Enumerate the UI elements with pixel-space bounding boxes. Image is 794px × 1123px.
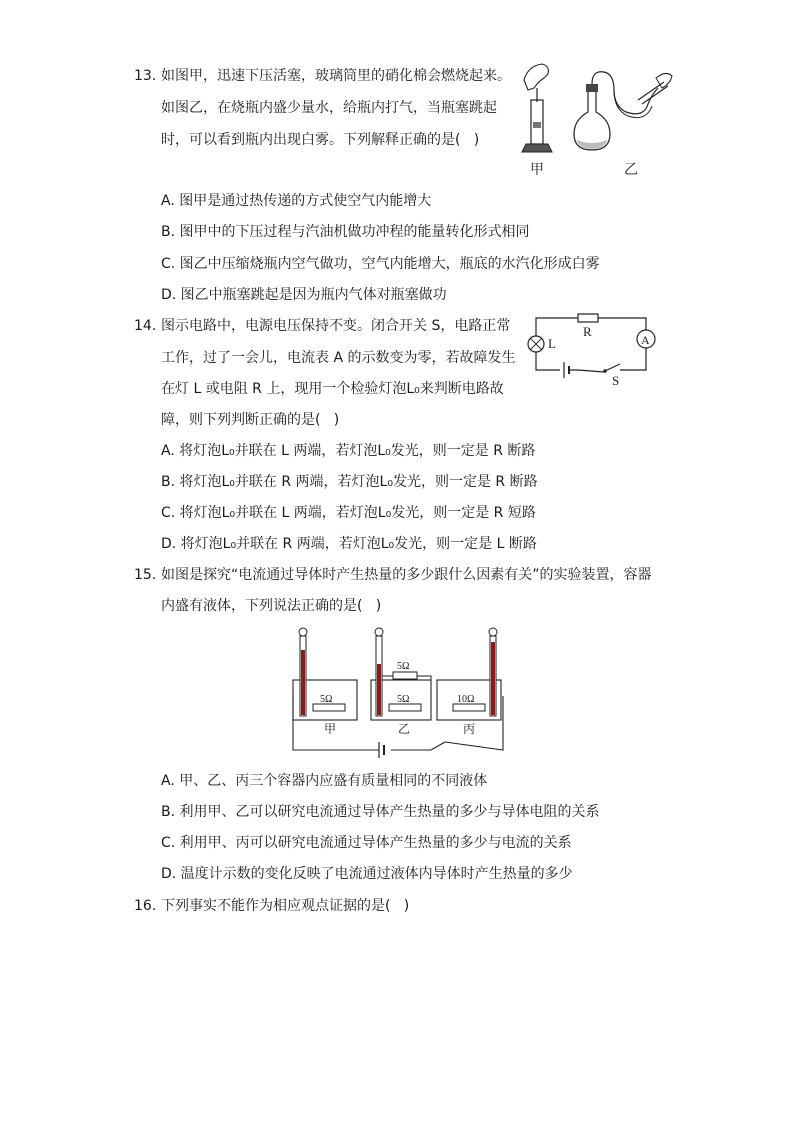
- figure-circuit-diagram: [520, 310, 666, 388]
- switch-icon: [431, 742, 445, 750]
- label-a: A: [641, 333, 650, 347]
- thermometer-icon: [299, 628, 307, 716]
- question-15-stem-line: 内盛有液体，下列说法正确的是( ): [161, 598, 382, 614]
- resistor-label-jia: 5Ω: [320, 694, 333, 705]
- question-13-option-a: A. 图甲是通过热传递的方式使空气内能增大: [161, 193, 432, 209]
- container-label-bing: 丙: [463, 722, 476, 736]
- resistor-label-parallel: 5Ω: [397, 661, 410, 672]
- question-14-stem-line: 障，则下列判断正确的是( ): [161, 412, 340, 428]
- label-l: L: [548, 336, 556, 351]
- question-14-stem-line: 图示电路中，电源电压保持不变。闭合开关 S，电路正常: [161, 318, 511, 334]
- thermometer-icon: [375, 628, 383, 716]
- question-14-option-a: A. 将灯泡L₀并联在 L 两端，若灯泡L₀发光，则一定是 R 断路: [161, 443, 536, 459]
- question-14-option-b: B. 将灯泡L₀并联在 R 两端，若灯泡L₀发光，则一定是 R 断路: [161, 474, 538, 490]
- question-15-option-d: D. 温度计示数的变化反映了电流通过液体内导体时产生热量的多少: [161, 866, 573, 882]
- question-14-option-c: C. 将灯泡L₀并联在 L 两端，若灯泡L₀发光，则一定是 R 短路: [161, 505, 536, 521]
- question-14-option-d: D. 将灯泡L₀并联在 R 两端，若灯泡L₀发光，则一定是 L 断路: [161, 536, 537, 552]
- question-13-option-c: C. 图乙中压缩烧瓶内空气做功，空气内能增大，瓶底的水汽化形成白雾: [161, 256, 600, 272]
- question-16-stem-line: 下列事实不能作为相应观点证据的是( ): [161, 898, 410, 914]
- question-15-option-a: A. 甲、乙、丙三个容器内应盛有质量相同的不同液体: [161, 773, 488, 789]
- question-13-stem-line: 如图乙，在烧瓶内盛少量水，给瓶内打气，当瓶塞跳起: [161, 100, 497, 116]
- switch-icon: [605, 364, 620, 371]
- question-16-number: 16.: [134, 898, 157, 914]
- question-15-stem-line: 如图是探究“电流通过导体时产生热量的多少跟什么因素有关”的实验装置，容器: [161, 567, 652, 583]
- figure-label-jia: 甲: [530, 163, 544, 178]
- question-14-stem-line: 在灯 L 或电阻 R 上，现用一个检验灯泡L₀来判断电路故: [161, 381, 504, 397]
- question-15-option-b: B. 利用甲、乙可以研究电流通过导体产生热量的多少与导体电阻的关系: [161, 804, 600, 820]
- container-label-yi: 乙: [398, 722, 411, 736]
- question-14-number: 14.: [134, 318, 157, 334]
- label-r: R: [583, 324, 592, 339]
- thermometer-icon: [489, 628, 497, 716]
- figure-piston-and-flask: [516, 60, 676, 182]
- figure-joule-heating-apparatus: [287, 624, 509, 760]
- label-s: S: [612, 373, 620, 388]
- question-13-option-b: B. 图甲中的下压过程与汽油机做功冲程的能量转化形式相同: [161, 224, 530, 240]
- resistor-label-bing: 10Ω: [457, 694, 475, 705]
- resistor-label-yi: 5Ω: [397, 694, 410, 705]
- figure-label-yi: 乙: [624, 163, 638, 178]
- question-15-option-c: C. 利用甲、丙可以研究电流通过导体产生热量的多少与电流的关系: [161, 835, 572, 851]
- question-14-stem-line: 工作，过了一会儿，电流表 A 的示数变为零，若故障发生: [161, 350, 516, 366]
- question-15-number: 15.: [134, 567, 157, 583]
- question-13-option-d: D. 图乙中瓶塞跳起是因为瓶内气体对瓶塞做功: [161, 287, 447, 303]
- question-13-stem-line: 如图甲，迅速下压活塞，玻璃筒里的硝化棉会燃烧起来。: [161, 68, 511, 84]
- question-13-stem-line: 时，可以看到瓶内出现白雾。下列解释正确的是( ): [161, 132, 480, 148]
- question-13-number: 13.: [134, 68, 157, 84]
- resistor-icon: [578, 314, 598, 322]
- container-label-jia: 甲: [324, 722, 337, 736]
